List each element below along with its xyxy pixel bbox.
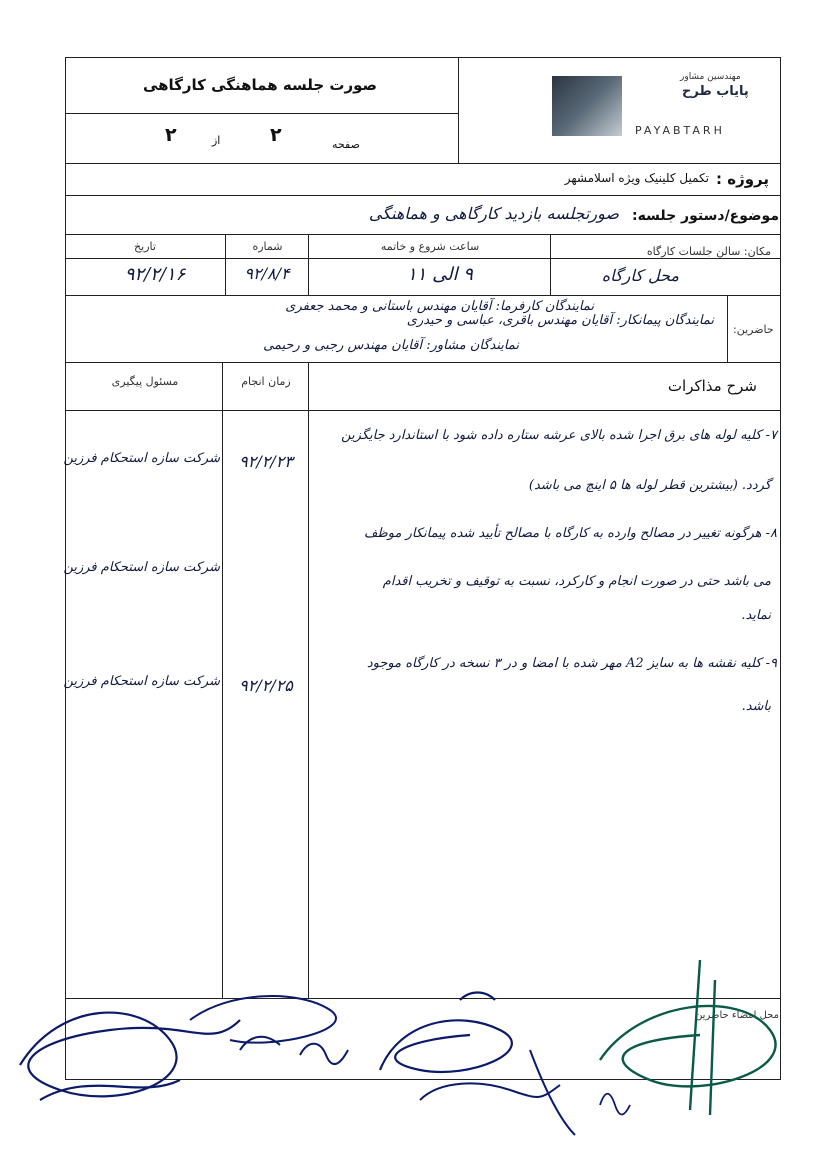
project-label: پروژه :	[716, 170, 769, 188]
attendees-label: حاضرین:	[733, 323, 774, 336]
meta-label-line	[65, 258, 781, 259]
signature-6	[600, 960, 776, 1115]
date-value: ۹۲/۲/۱۶	[124, 264, 186, 285]
project-value: تکمیل کلینیک ویژه اسلامشهر	[564, 171, 709, 185]
signature-label: محل امضاء حاضرین	[695, 1010, 779, 1021]
table-col-divider-2	[222, 362, 223, 998]
row3-line1: ۹- کلیه نقشه ها به سایز A2 مهر شده با امضا و در ۳ نسخه در کارگاه موجود	[366, 656, 777, 671]
form-title: صورت جلسه هماهنگی کارگاهی	[142, 76, 377, 94]
signature-5	[420, 1050, 575, 1135]
table-header-line	[65, 410, 781, 411]
row3-responsible: شرکت سازه استحکام فرزین	[63, 674, 220, 689]
signature-3	[300, 1044, 348, 1064]
subject-bottom-line	[65, 234, 781, 235]
row3-deadline: ۹۲/۲/۲۵	[239, 676, 293, 695]
meta-divider-1	[550, 234, 551, 295]
signature-7	[600, 1094, 630, 1115]
table-col-divider-1	[308, 362, 309, 998]
company-logo	[540, 70, 775, 155]
number-label: شماره	[252, 240, 283, 253]
page-current: ۲	[270, 124, 282, 146]
logo-caption: مهندسین مشاور	[680, 72, 741, 82]
row1-line1: ۷- کلیه لوله های برق اجرا شده بالای عرشه ستاره داده شود با استاندارد جایگزین	[341, 428, 777, 443]
header-title-divider	[65, 113, 458, 114]
time-value: ۹ الی ۱۱	[407, 264, 473, 285]
attendees-line2: نمایندگان پیمانکار: آقایان مهندس باقری، عباسی و حیدری	[406, 313, 714, 328]
number-value: ۹۲/۸/۴	[244, 264, 290, 283]
row2-line1: ۸- هرگونه تغییر در مصالح وارده به کارگاه با مصالح تأیید شده پیمانکار موظف	[363, 526, 777, 541]
signatures-scribbles	[0, 940, 819, 1150]
page-label: صفحه	[332, 138, 360, 151]
place-value: محل کارگاه	[601, 266, 679, 285]
attendees-line3: نمایندگان مشاور: آقایان مهندس رجبی و رحیمی	[263, 338, 519, 353]
logo-emblem	[552, 76, 622, 136]
meta-divider-2	[308, 234, 309, 295]
header-responsible: مسئول پیگیری	[111, 375, 179, 388]
row1-line2: گردد. (بیشترین قطر لوله ها ۵ اینچ می باشد)	[528, 478, 771, 493]
attendees-divider	[727, 295, 728, 362]
header-bottom-line	[65, 163, 781, 164]
attendees-bottom-line	[65, 362, 781, 363]
signature-4	[380, 993, 512, 1072]
page-total: ۲	[165, 124, 177, 146]
logo-name-fa: پایاب طرح	[682, 84, 749, 99]
time-label: ساعت شروع و خاتمه	[380, 240, 480, 253]
project-bottom-line	[65, 195, 781, 196]
header-divider	[458, 57, 459, 163]
row1-responsible: شرکت سازه استحکام فرزین	[63, 451, 220, 466]
header-description: شرح مذاکرات	[667, 377, 757, 395]
date-label: تاریخ	[134, 240, 156, 253]
signature-2	[190, 996, 336, 1050]
row2-responsible: شرکت سازه استحکام فرزین	[63, 560, 220, 575]
subject-label: موضوع/دستور جلسه:	[632, 208, 779, 224]
signature-1	[20, 1013, 240, 1100]
subject-value: صورتجلسه بازدید کارگاهی و هماهنگی	[368, 204, 619, 223]
logo-name-en: PAYABTARH	[635, 124, 725, 137]
meta-divider-3	[225, 234, 226, 295]
row2-line2: می باشد حتی در صورت انجام و کارکرد، نسبت به توقیف و تخریب اقدام	[382, 574, 771, 589]
row1-deadline: ۹۲/۲/۲۳	[239, 452, 293, 471]
row3-line2: باشد.	[741, 699, 771, 714]
place-label: مکان: سالن جلسات کارگاه	[646, 245, 771, 258]
attendees-line1: نمایندگان کارفرما: آقایان مهندس باستانی و محمد جعفری	[285, 299, 594, 314]
header-deadline: زمان انجام	[241, 375, 291, 388]
of-label: از	[212, 134, 221, 147]
row2-line3: نماید.	[741, 608, 771, 623]
meta-value-line	[65, 295, 781, 296]
